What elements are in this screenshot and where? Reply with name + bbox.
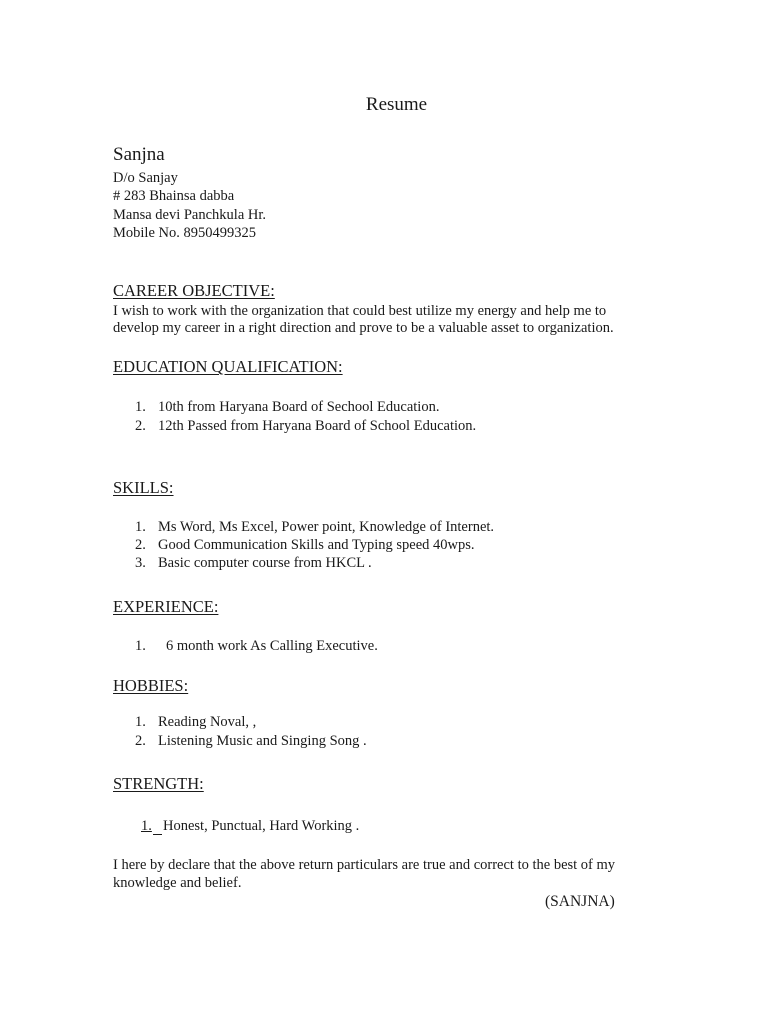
address-line-1: # 283 Bhainsa dabba	[113, 188, 235, 204]
list-number: 1.	[135, 519, 146, 535]
list-item: Ms Word, Ms Excel, Power point, Knowledge of Internet.	[158, 519, 495, 535]
list-number: 2.	[135, 537, 146, 553]
parent-line: D/o Sanjay	[113, 170, 178, 186]
declaration-line-1: I here by declare that the above return particulars are true and correct to the best of my	[113, 857, 616, 873]
page-title: Resume	[365, 94, 428, 115]
skills-heading: SKILLS:	[113, 478, 174, 497]
mobile-line: Mobile No. 8950499325	[113, 225, 256, 241]
list-item: Honest, Punctual, Hard Working .	[163, 818, 360, 834]
list-number: 1.	[135, 714, 146, 730]
underline-gap	[153, 818, 162, 835]
list-item: Good Communication Skills and Typing speed 40wps.	[158, 537, 475, 553]
list-number: 2.	[135, 418, 146, 434]
list-number: 1.	[135, 399, 146, 415]
address-line-2: Mansa devi Panchkula Hr.	[113, 207, 267, 223]
experience-heading: EXPERIENCE:	[113, 597, 219, 616]
list-number: 1.	[141, 818, 152, 834]
list-item: 12th Passed from Haryana Board of School Education.	[158, 418, 477, 434]
career-objective-line-2: develop my career in a right direction and prove to be a valuable asset to organization.	[113, 320, 614, 336]
list-item: 10th from Haryana Board of Sechool Education.	[158, 399, 440, 415]
education-heading: EDUCATION QUALIFICATION:	[113, 357, 343, 376]
hobbies-heading: HOBBIES:	[113, 676, 189, 695]
list-item: 6 month work As Calling Executive.	[166, 638, 378, 654]
career-objective-line-1: I wish to work with the organization that could best utilize my energy and help me to	[113, 303, 607, 319]
list-item: Listening Music and Singing Song .	[158, 733, 367, 749]
list-item: Basic computer course from HKCL .	[158, 555, 372, 571]
strength-heading: STRENGTH:	[113, 774, 204, 793]
list-number: 2.	[135, 733, 146, 749]
career-objective-heading: CAREER OBJECTIVE:	[113, 281, 275, 300]
declaration-line-2: knowledge and belief.	[113, 875, 242, 891]
candidate-name: Sanjna	[113, 144, 165, 165]
list-number: 3.	[135, 555, 146, 571]
signature: (SANJNA)	[545, 893, 615, 910]
list-item: Reading Noval, ,	[158, 714, 257, 730]
list-number: 1.	[135, 638, 146, 654]
